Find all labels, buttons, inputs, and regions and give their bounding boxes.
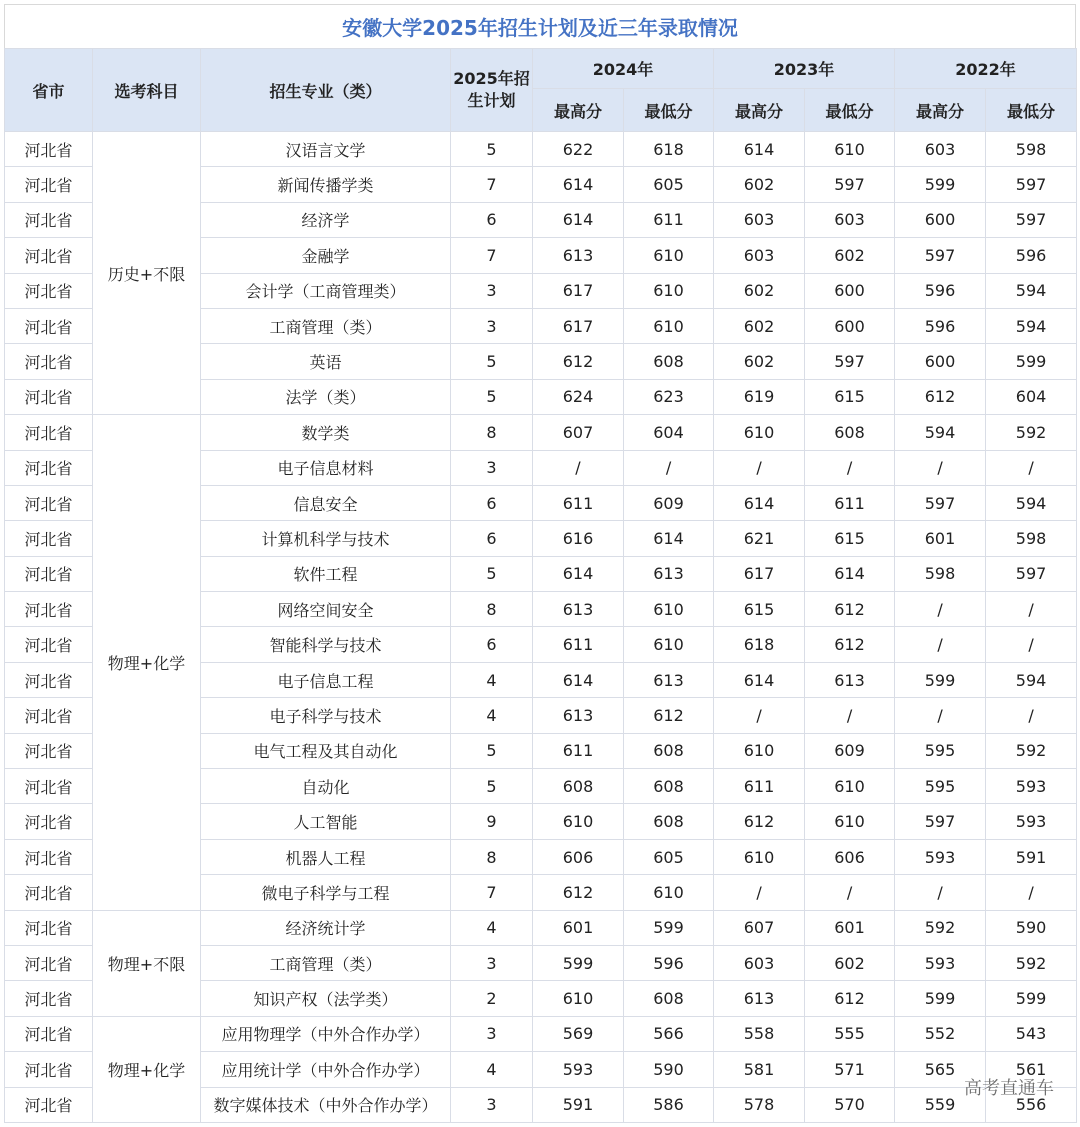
max-score-cell: 593 [895,839,986,874]
major-cell: 新闻传播学类 [201,167,451,202]
header-year-2022: 2022年 [895,49,1077,89]
max-score-cell: 601 [533,910,624,945]
min-score-cell: 597 [986,202,1077,237]
page-title: 安徽大学2025年招生计划及近三年录取情况 [4,4,1076,48]
max-score-cell: 612 [714,804,805,839]
max-score-cell: 614 [714,662,805,697]
min-score-cell: 601 [805,910,895,945]
min-score-cell: / [805,450,895,485]
max-score-cell: 622 [533,132,624,167]
max-score-cell: 607 [533,415,624,450]
major-cell: 微电子科学与工程 [201,875,451,910]
plan-cell: 5 [451,733,533,768]
min-score-cell: 613 [805,662,895,697]
province-cell: 河北省 [5,1087,93,1122]
min-score-cell: / [624,450,714,485]
min-score-cell: 594 [986,273,1077,308]
max-score-cell: 619 [714,379,805,414]
province-cell: 河北省 [5,627,93,662]
min-score-cell: 604 [624,415,714,450]
major-cell: 人工智能 [201,804,451,839]
min-score-cell: 592 [986,945,1077,980]
min-score-cell: 615 [805,379,895,414]
province-cell: 河北省 [5,875,93,910]
major-cell: 工商管理（类） [201,308,451,343]
min-score-cell: 615 [805,521,895,556]
max-score-cell: 616 [533,521,624,556]
admission-table [4,48,1077,1123]
header-plan: 2025年招生计划 [451,49,533,132]
major-cell: 电气工程及其自动化 [201,733,451,768]
max-score-cell: 601 [895,521,986,556]
min-score-cell: 543 [986,1016,1077,1051]
min-score-cell: 602 [805,945,895,980]
min-score-cell: 608 [624,981,714,1016]
plan-cell: 6 [451,521,533,556]
table-body [5,132,1077,1123]
max-score-cell: 611 [714,769,805,804]
plan-cell: 5 [451,344,533,379]
major-cell: 金融学 [201,238,451,273]
plan-cell: 5 [451,379,533,414]
max-score-cell: 614 [533,167,624,202]
plan-cell: 5 [451,556,533,591]
min-score-cell: 605 [624,167,714,202]
min-score-cell: 561 [986,1052,1077,1087]
min-score-cell: 611 [624,202,714,237]
plan-cell: 2 [451,981,533,1016]
major-cell: 自动化 [201,769,451,804]
max-score-cell: 610 [533,804,624,839]
province-cell: 河北省 [5,379,93,414]
max-score-cell: 611 [533,485,624,520]
max-score-cell: 610 [714,415,805,450]
max-score-cell: 599 [895,167,986,202]
max-score-cell: 614 [533,556,624,591]
province-cell: 河北省 [5,1052,93,1087]
subject-cell: 历史+不限 [93,132,201,415]
header-subject: 选考科目 [93,49,201,132]
min-score-cell: 610 [624,273,714,308]
header-year-2024: 2024年 [533,49,714,89]
min-score-cell: 623 [624,379,714,414]
min-score-cell: 603 [805,202,895,237]
min-score-cell: 610 [805,804,895,839]
header-min: 最低分 [986,89,1077,132]
max-score-cell: / [714,698,805,733]
min-score-cell: 610 [624,238,714,273]
min-score-cell: 597 [805,344,895,379]
province-cell: 河北省 [5,698,93,733]
province-cell: 河北省 [5,945,93,980]
province-cell: 河北省 [5,273,93,308]
header-province: 省市 [5,49,93,132]
max-score-cell: 612 [533,344,624,379]
min-score-cell: 593 [986,804,1077,839]
max-score-cell: 595 [895,769,986,804]
max-score-cell: 612 [895,379,986,414]
plan-cell: 5 [451,769,533,804]
major-cell: 智能科学与技术 [201,627,451,662]
major-cell: 英语 [201,344,451,379]
min-score-cell: 599 [986,344,1077,379]
major-cell: 机器人工程 [201,839,451,874]
min-score-cell: / [986,875,1077,910]
max-score-cell: 613 [714,981,805,1016]
max-score-cell: 595 [895,733,986,768]
min-score-cell: 614 [805,556,895,591]
major-cell: 会计学（工商管理类） [201,273,451,308]
min-score-cell: / [805,875,895,910]
max-score-cell: / [895,592,986,627]
province-cell: 河北省 [5,592,93,627]
max-score-cell: / [714,450,805,485]
province-cell: 河北省 [5,344,93,379]
plan-cell: 4 [451,698,533,733]
min-score-cell: 586 [624,1087,714,1122]
max-score-cell: / [895,875,986,910]
max-score-cell: 615 [714,592,805,627]
min-score-cell: 592 [986,733,1077,768]
major-cell: 网络空间安全 [201,592,451,627]
table-row [5,132,1077,167]
plan-cell: 3 [451,308,533,343]
min-score-cell: 606 [805,839,895,874]
plan-cell: 4 [451,1052,533,1087]
plan-cell: 4 [451,662,533,697]
min-score-cell: 556 [986,1087,1077,1122]
province-cell: 河北省 [5,1016,93,1051]
min-score-cell: 610 [624,308,714,343]
plan-cell: 8 [451,839,533,874]
table-header [5,49,1077,132]
max-score-cell: 593 [533,1052,624,1087]
max-score-cell: 602 [714,344,805,379]
min-score-cell: 609 [805,733,895,768]
max-score-cell: 581 [714,1052,805,1087]
province-cell: 河北省 [5,308,93,343]
max-score-cell: 591 [533,1087,624,1122]
max-score-cell: 608 [533,769,624,804]
max-score-cell: 558 [714,1016,805,1051]
max-score-cell: 596 [895,273,986,308]
min-score-cell: 566 [624,1016,714,1051]
major-cell: 数学类 [201,415,451,450]
max-score-cell: 614 [533,662,624,697]
min-score-cell: 614 [624,521,714,556]
table-row [5,415,1077,450]
min-score-cell: 596 [624,945,714,980]
max-score-cell: 597 [895,804,986,839]
max-score-cell: 617 [533,308,624,343]
max-score-cell: 614 [714,132,805,167]
header-major: 招生专业（类） [201,49,451,132]
major-cell: 知识产权（法学类） [201,981,451,1016]
min-score-cell: 593 [986,769,1077,804]
max-score-cell: 602 [714,308,805,343]
table-row [5,1016,1077,1051]
max-score-cell: 611 [533,627,624,662]
max-score-cell: 599 [895,662,986,697]
max-score-cell: 598 [895,556,986,591]
min-score-cell: 597 [986,167,1077,202]
plan-cell: 6 [451,627,533,662]
max-score-cell: / [895,627,986,662]
max-score-cell: 594 [895,415,986,450]
max-score-cell: 596 [895,308,986,343]
max-score-cell: 592 [895,910,986,945]
min-score-cell: 618 [624,132,714,167]
major-cell: 法学（类） [201,379,451,414]
plan-cell: 8 [451,415,533,450]
max-score-cell: 603 [714,202,805,237]
major-cell: 信息安全 [201,485,451,520]
min-score-cell: 599 [986,981,1077,1016]
min-score-cell: 598 [986,521,1077,556]
header-max: 最高分 [533,89,624,132]
province-cell: 河北省 [5,662,93,697]
header-min: 最低分 [805,89,895,132]
major-cell: 软件工程 [201,556,451,591]
plan-cell: 6 [451,202,533,237]
province-cell: 河北省 [5,485,93,520]
min-score-cell: / [986,450,1077,485]
max-score-cell: / [895,698,986,733]
major-cell: 电子信息材料 [201,450,451,485]
max-score-cell: 597 [895,485,986,520]
min-score-cell: 609 [624,485,714,520]
header-year-2023: 2023年 [714,49,895,89]
table-row [5,910,1077,945]
max-score-cell: 610 [714,733,805,768]
max-score-cell: 613 [533,698,624,733]
min-score-cell: 608 [805,415,895,450]
min-score-cell: 610 [624,627,714,662]
max-score-cell: 612 [533,875,624,910]
province-cell: 河北省 [5,839,93,874]
major-cell: 电子信息工程 [201,662,451,697]
max-score-cell: 597 [895,238,986,273]
max-score-cell: / [714,875,805,910]
min-score-cell: / [805,698,895,733]
max-score-cell: 600 [895,344,986,379]
subject-cell: 物理+不限 [93,910,201,1016]
min-score-cell: 608 [624,804,714,839]
min-score-cell: 598 [986,132,1077,167]
min-score-cell: 590 [624,1052,714,1087]
max-score-cell: 617 [714,556,805,591]
min-score-cell: 599 [624,910,714,945]
max-score-cell: 603 [714,238,805,273]
province-cell: 河北省 [5,910,93,945]
min-score-cell: 594 [986,485,1077,520]
min-score-cell: 592 [986,415,1077,450]
subject-cell: 物理+化学 [93,1016,201,1122]
max-score-cell: 614 [533,202,624,237]
province-cell: 河北省 [5,202,93,237]
major-cell: 经济学 [201,202,451,237]
max-score-cell: 606 [533,839,624,874]
max-score-cell: / [895,450,986,485]
min-score-cell: 604 [986,379,1077,414]
min-score-cell: 608 [624,344,714,379]
plan-cell: 4 [451,910,533,945]
province-cell: 河北省 [5,415,93,450]
min-score-cell: 612 [805,592,895,627]
province-cell: 河北省 [5,556,93,591]
subject-cell: 物理+化学 [93,415,201,910]
min-score-cell: 600 [805,273,895,308]
min-score-cell: 611 [805,485,895,520]
max-score-cell: 602 [714,167,805,202]
major-cell: 经济统计学 [201,910,451,945]
max-score-cell: 607 [714,910,805,945]
min-score-cell: 590 [986,910,1077,945]
plan-cell: 5 [451,132,533,167]
min-score-cell: 610 [624,875,714,910]
plan-cell: 3 [451,945,533,980]
province-cell: 河北省 [5,521,93,556]
max-score-cell: 600 [895,202,986,237]
min-score-cell: / [986,627,1077,662]
max-score-cell: 578 [714,1087,805,1122]
min-score-cell: 602 [805,238,895,273]
min-score-cell: 613 [624,662,714,697]
major-cell: 应用物理学（中外合作办学） [201,1016,451,1051]
min-score-cell: / [986,592,1077,627]
min-score-cell: 610 [805,769,895,804]
min-score-cell: 610 [805,132,895,167]
min-score-cell: 605 [624,839,714,874]
header-max: 最高分 [714,89,805,132]
max-score-cell: 565 [895,1052,986,1087]
min-score-cell: 571 [805,1052,895,1087]
major-cell: 汉语言文学 [201,132,451,167]
max-score-cell: 617 [533,273,624,308]
max-score-cell: 614 [714,485,805,520]
min-score-cell: 570 [805,1087,895,1122]
header-min: 最低分 [624,89,714,132]
max-score-cell: 603 [895,132,986,167]
min-score-cell: 594 [986,662,1077,697]
max-score-cell: 610 [533,981,624,1016]
min-score-cell: 608 [624,733,714,768]
plan-cell: 3 [451,273,533,308]
max-score-cell: 610 [714,839,805,874]
major-cell: 数字媒体技术（中外合作办学） [201,1087,451,1122]
province-cell: 河北省 [5,450,93,485]
min-score-cell: 597 [805,167,895,202]
min-score-cell: 608 [624,769,714,804]
max-score-cell: 624 [533,379,624,414]
plan-cell: 6 [451,485,533,520]
plan-cell: 7 [451,875,533,910]
province-cell: 河北省 [5,733,93,768]
min-score-cell: 613 [624,556,714,591]
watermark: 高考直通车 [964,1078,1054,1099]
province-cell: 河北省 [5,804,93,839]
province-cell: 河北省 [5,132,93,167]
plan-cell: 3 [451,1087,533,1122]
min-score-cell: 591 [986,839,1077,874]
province-cell: 河北省 [5,981,93,1016]
max-score-cell: 602 [714,273,805,308]
province-cell: 河北省 [5,238,93,273]
plan-cell: 9 [451,804,533,839]
min-score-cell: 600 [805,308,895,343]
max-score-cell: / [533,450,624,485]
plan-cell: 8 [451,592,533,627]
max-score-cell: 613 [533,592,624,627]
major-cell: 计算机科学与技术 [201,521,451,556]
min-score-cell: 612 [805,981,895,1016]
max-score-cell: 603 [714,945,805,980]
plan-cell: 7 [451,238,533,273]
header-max: 最高分 [895,89,986,132]
max-score-cell: 599 [533,945,624,980]
major-cell: 电子科学与技术 [201,698,451,733]
plan-cell: 3 [451,1016,533,1051]
min-score-cell: 610 [624,592,714,627]
plan-cell: 3 [451,450,533,485]
min-score-cell: 555 [805,1016,895,1051]
max-score-cell: 569 [533,1016,624,1051]
province-cell: 河北省 [5,769,93,804]
max-score-cell: 552 [895,1016,986,1051]
province-cell: 河北省 [5,167,93,202]
major-cell: 工商管理（类） [201,945,451,980]
max-score-cell: 593 [895,945,986,980]
max-score-cell: 559 [895,1087,986,1122]
min-score-cell: 594 [986,308,1077,343]
max-score-cell: 618 [714,627,805,662]
min-score-cell: 597 [986,556,1077,591]
min-score-cell: / [986,698,1077,733]
plan-cell: 7 [451,167,533,202]
min-score-cell: 612 [805,627,895,662]
max-score-cell: 613 [533,238,624,273]
major-cell: 应用统计学（中外合作办学） [201,1052,451,1087]
min-score-cell: 612 [624,698,714,733]
max-score-cell: 599 [895,981,986,1016]
max-score-cell: 611 [533,733,624,768]
min-score-cell: 596 [986,238,1077,273]
max-score-cell: 621 [714,521,805,556]
